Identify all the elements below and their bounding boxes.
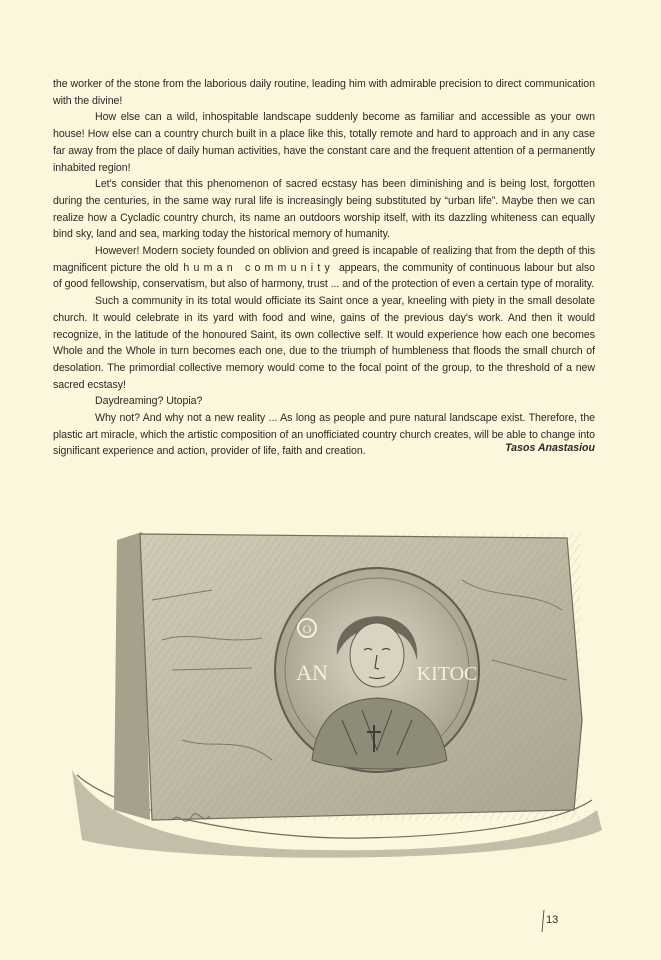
paragraph-6: Daydreaming? Utopia? [95,395,203,408]
inscription-letter: O [302,622,312,636]
inscription-left: AN [296,660,328,685]
page-number: 13 [546,914,559,926]
pencil-drawing-stone-icon [62,520,607,865]
paragraph-4-after: appears, the community of continuous labour but also of good fellowship, conservatism, but also of harmony, trust ... and of the protection of even a certain type of morality. [53,261,595,291]
paragraph-4-before: However! Modern society founded on oblivion and greed is incapable of realizing that from the depth of this magnificent picture the old [53,245,595,274]
paragraph-1: the worker of the stone from the laborious daily routine, leading him with admirable precision to direct communication with the divine! [53,78,595,107]
paragraph-2: How else can a wild, inhospitable landscape suddenly become as familiar and accessible as your own house! How else can a country church built in a place like this, totally remote and hard to approach and in any case far away from the place of daily human activities, have the constant care and the frequent attention of a permanently inhabited region! [53,111,595,174]
spaced-phrase: human community [183,261,334,274]
paragraph-5: Such a community in its total would officiate its Saint once a year, kneeling with piety in the small desolate church. It would celebrate in its yard with food and wine, gains of the previous day's work. And then it would recognize, in the latitude of the honoured Saint, its own collective self. It would experience how each one becomes Whole and the Whole in turn becomes each one, due to the triumph of humbleness that floods the small church of desolation. The primordial collective memory would come to the focal point of the group, to the threshold of a new sacred ecstasy! [53,295,595,391]
paragraph-4 [53,243,595,293]
article-body [53,76,595,460]
author-signature: Tasos Anastasiou [505,442,595,454]
paragraph-7: Why not? And why not a new reality ... As long as people and pure natural landscape exist. Therefore, the plastic art miracle, which the artistic composition of an unofficiated country church creates, will be able to change into significant experience and action, provider of life, faith and creation. [53,412,595,458]
paragraph-3: Let's consider that this phenomenon of sacred ecstasy has been diminishing and is being lost, forgotten during the centuries, in the same way rural life is increasingly being substituted by “urban life”. Maybe then we can realize how a Cycladic country church, its name an outdoors worship itself, with its dazzling whiteness can equally bind sky, land and sea, marking today the historical memory of humanity. [53,178,595,241]
inscription-right: KITOC [416,663,478,685]
